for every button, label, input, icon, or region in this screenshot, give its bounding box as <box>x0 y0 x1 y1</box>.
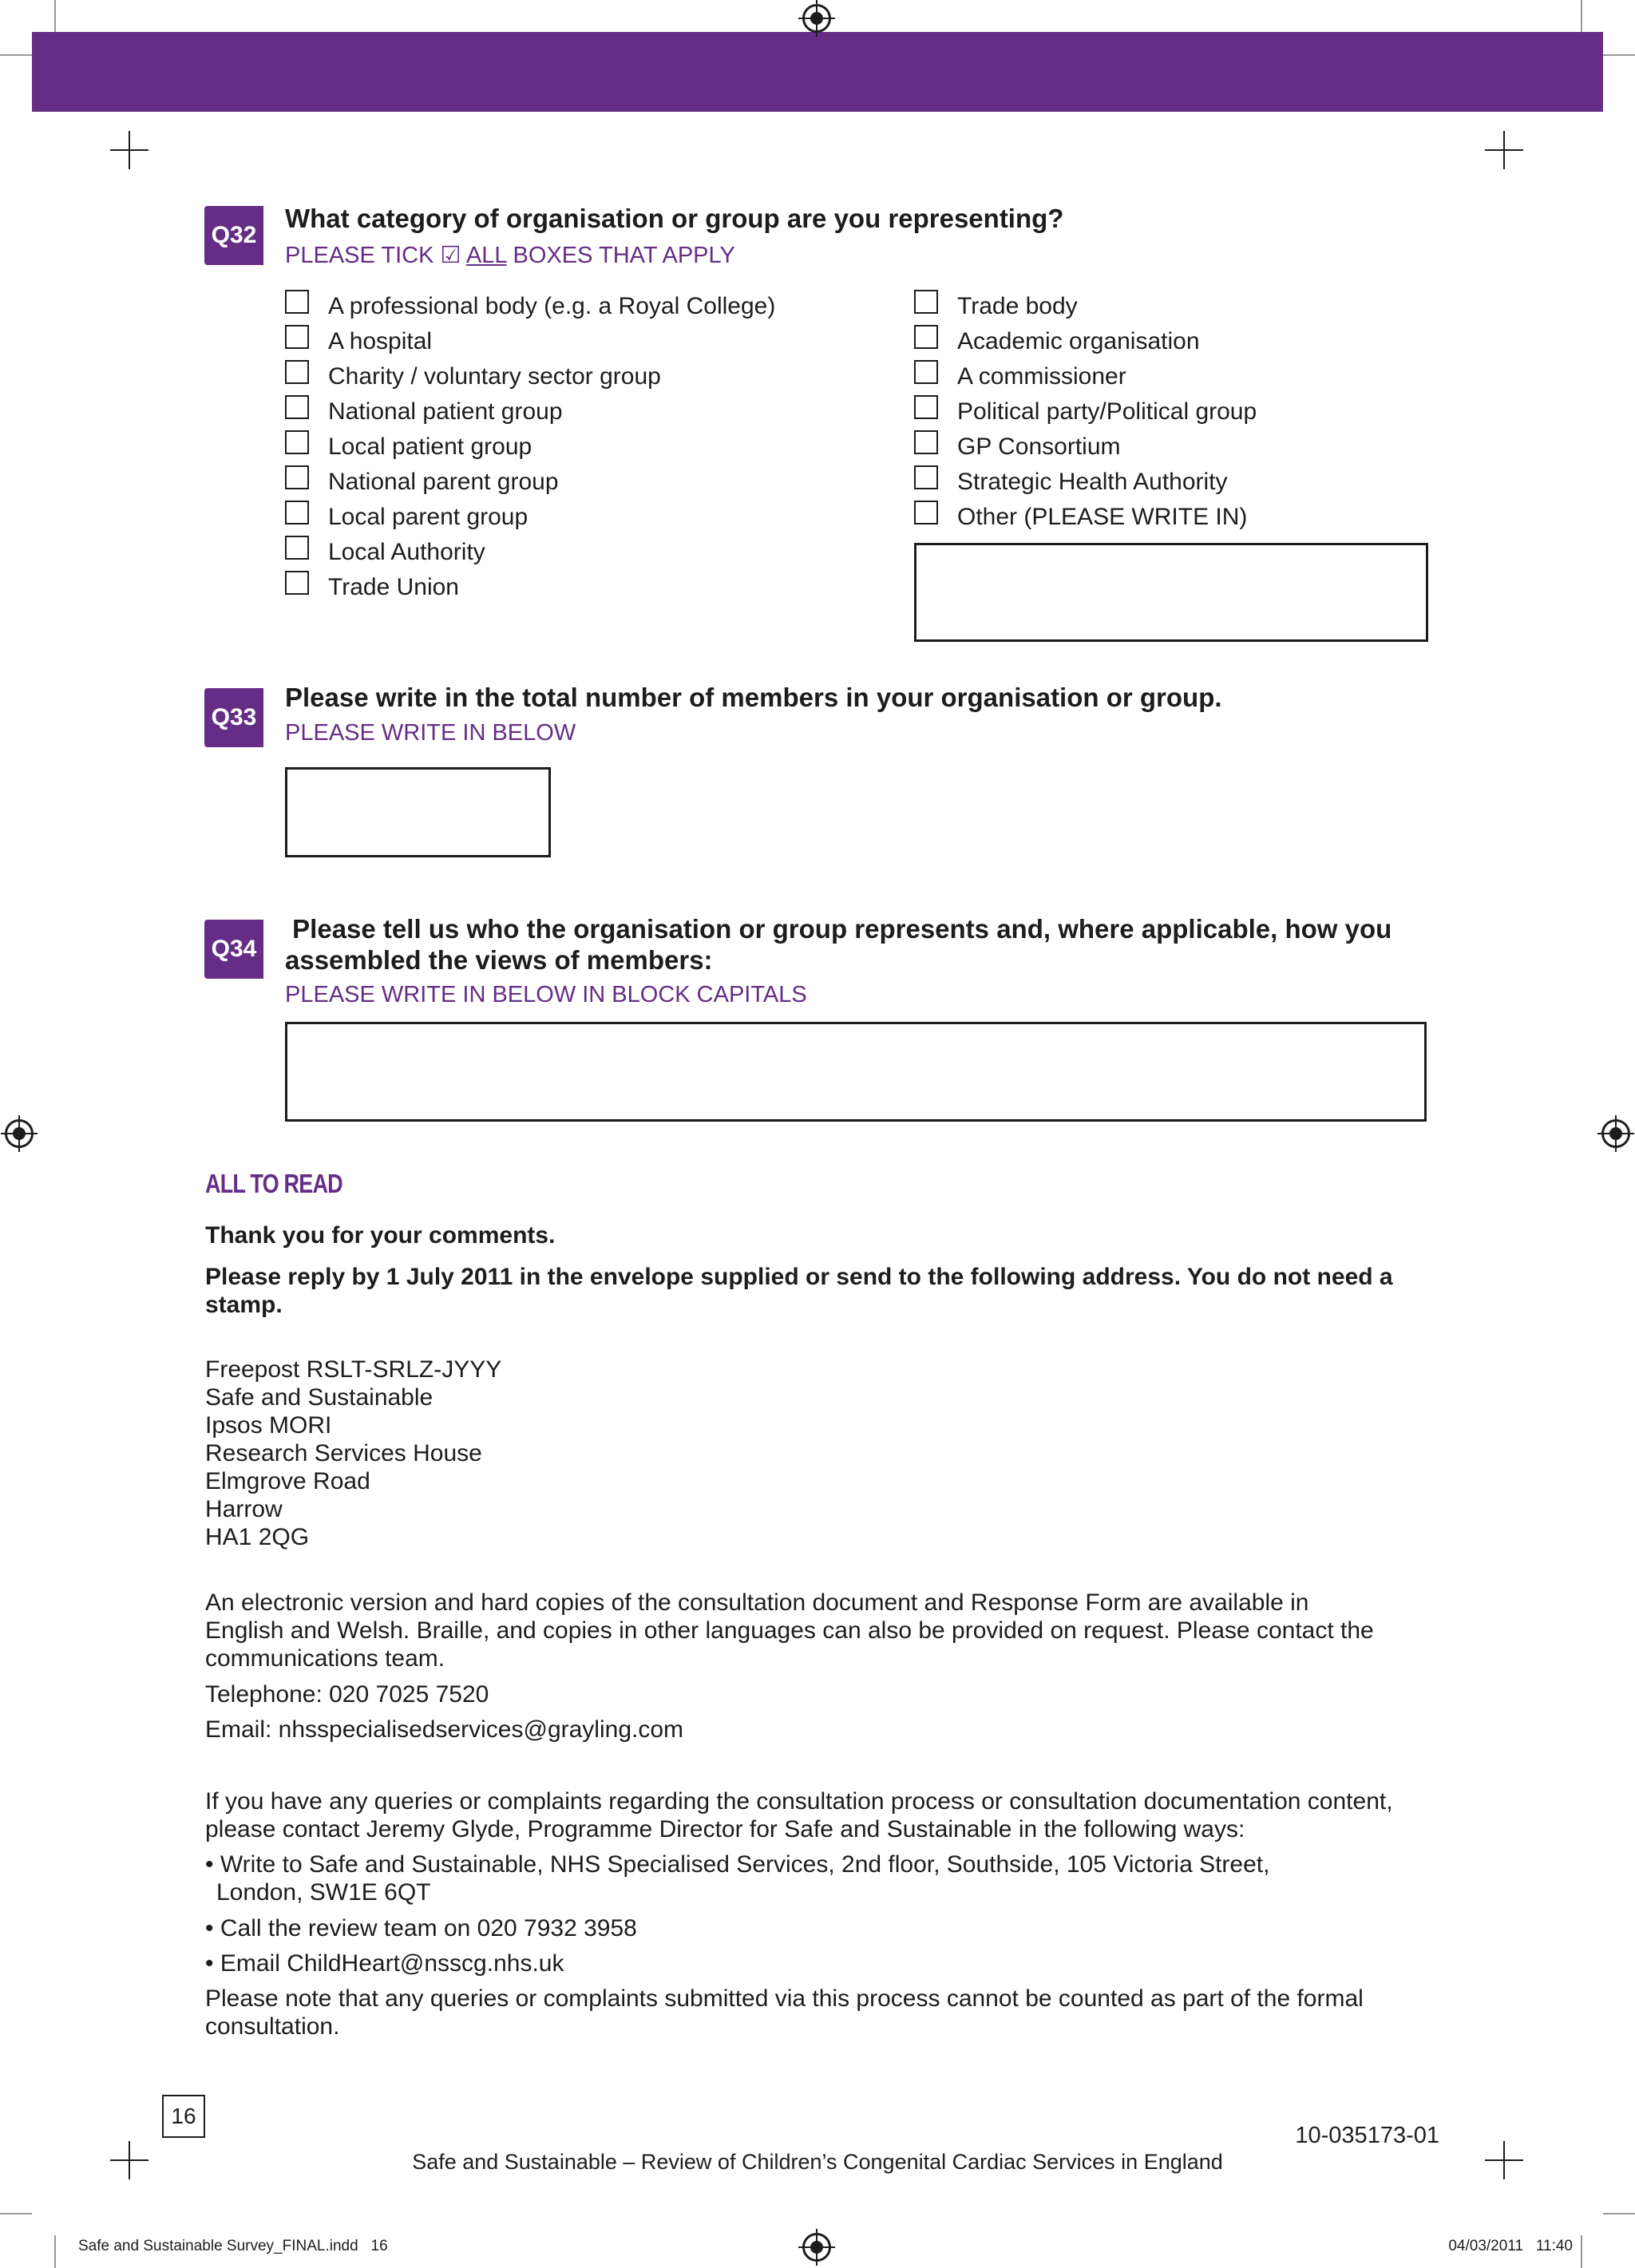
option-label: National patient group <box>328 398 563 425</box>
registration-mark-icon <box>1601 1119 1630 1148</box>
thanks-text: Thank you for your comments. <box>205 1222 556 1249</box>
q32-right-options <box>914 289 1489 535</box>
crop-cross-icon <box>1485 131 1523 169</box>
option-row[interactable] <box>285 359 860 394</box>
trim-mark <box>54 2235 56 2268</box>
option-row[interactable] <box>285 394 860 429</box>
queries-paragraph <box>205 1787 1393 1843</box>
option-row[interactable] <box>285 570 860 605</box>
q33-instruction: PLEASE WRITE IN BELOW <box>285 720 576 746</box>
question-badge-q32: Q32 <box>204 206 263 265</box>
members-count-box[interactable] <box>285 767 551 857</box>
registration-mark-icon <box>5 1119 34 1148</box>
option-row[interactable] <box>914 465 1489 500</box>
checkbox[interactable] <box>285 360 309 384</box>
paragraph-line: please contact Jeremy Glyde, Programme Director for Safe and Sustainable in the following ways: <box>205 1816 1245 1843</box>
option-label: Strategic Health Authority <box>957 469 1228 495</box>
trim-mark <box>0 2213 32 2215</box>
bullet-line: • Write to Safe and Sustainable, NHS Specialised Services, 2nd floor, Southside, 105 Victoria Street, <box>205 1851 1270 1878</box>
registration-mark-icon <box>802 4 831 33</box>
option-label: A professional body (e.g. a Royal College) <box>328 293 776 319</box>
question-badge-q34: Q34 <box>204 920 263 979</box>
address-line: Research Services House <box>205 1440 482 1466</box>
page-number-text: 16 <box>171 2104 196 2128</box>
all-to-read-heading: ALL TO READ <box>205 1169 342 1198</box>
representation-write-in-box[interactable] <box>285 1022 1427 1122</box>
bullet-call: • Call the review team on 020 7932 3958 <box>205 1915 637 1941</box>
option-row[interactable] <box>914 500 1489 535</box>
checkbox[interactable] <box>285 536 309 560</box>
trim-mark <box>54 0 56 32</box>
option-row[interactable] <box>914 394 1489 429</box>
checkbox[interactable] <box>285 290 309 314</box>
address-line: HA1 2QG <box>205 1524 310 1550</box>
address-line: Freepost RSLT-SRLZ-JYYY <box>205 1356 502 1383</box>
bullet-email: • Email ChildHeart@nsscg.nhs.uk <box>205 1950 564 1977</box>
address-line: Elmgrove Road <box>205 1468 370 1494</box>
q34-question <box>285 913 1392 976</box>
trim-mark <box>1581 0 1582 32</box>
checkbox[interactable] <box>914 360 938 384</box>
q34-question-line: assembled the views of members: <box>285 945 713 975</box>
option-label: Trade body <box>957 293 1078 319</box>
checkbox[interactable] <box>914 395 938 419</box>
header-band <box>32 32 1603 112</box>
footer-title: Safe and Sustainable – Review of Children’s Congenital Cardiac Services in England <box>412 2150 1223 2174</box>
q33-question: Please write in the total number of members in your organisation or group. <box>285 683 1222 712</box>
paragraph-line: consultation. <box>205 2013 340 2040</box>
option-label: Local Authority <box>328 539 485 565</box>
question-badge-q33: Q33 <box>204 688 263 747</box>
option-label: Local patient group <box>328 433 532 460</box>
option-row[interactable] <box>285 535 860 570</box>
q32-instruction-suffix: BOXES THAT APPLY <box>506 243 735 268</box>
address-line: Safe and Sustainable <box>205 1384 433 1411</box>
option-row[interactable] <box>285 500 860 535</box>
paragraph-line: communications team. <box>205 1645 445 1672</box>
option-label: Political party/Political group <box>957 398 1257 425</box>
registration-mark-icon <box>802 2233 831 2262</box>
email-line: Email: nhsspecialisedservices@grayling.com <box>205 1716 684 1743</box>
reply-line: stamp. <box>205 1292 283 1318</box>
checkbox[interactable] <box>285 325 309 349</box>
q32-left-options <box>285 289 860 605</box>
option-label: Other (PLEASE WRITE IN) <box>957 504 1248 530</box>
other-write-in-box[interactable] <box>914 543 1428 642</box>
option-label: A hospital <box>328 328 433 354</box>
paragraph-line: Please note that any queries or complaints submitted via this process cannot be counted as part of the formal <box>205 1985 1364 2012</box>
q32-instruction-prefix: PLEASE TICK ☑ <box>285 243 466 268</box>
option-row[interactable] <box>285 465 860 500</box>
checkbox[interactable] <box>285 571 309 595</box>
option-label: Trade Union <box>328 574 459 600</box>
trim-mark <box>1581 2235 1582 2268</box>
option-row[interactable] <box>914 289 1489 324</box>
checkbox[interactable] <box>285 430 309 454</box>
checkbox[interactable] <box>285 501 309 524</box>
option-row[interactable] <box>914 429 1489 465</box>
q32-instruction <box>285 241 735 269</box>
bullet-line: London, SW1E 6QT <box>216 1879 431 1906</box>
reply-line: Please reply by 1 July 2011 in the envelope supplied or send to the following address. You do not need a <box>205 1264 1393 1290</box>
postal-address <box>205 1356 501 1551</box>
slug-filename: Safe and Sustainable Survey_FINAL.indd 16 <box>78 2238 388 2254</box>
option-label: GP Consortium <box>957 433 1121 460</box>
address-line: Harrow <box>205 1496 283 1522</box>
option-label: Local parent group <box>328 504 529 530</box>
reference-code: 10-035173-01 <box>1295 2123 1439 2148</box>
checkbox[interactable] <box>914 465 938 489</box>
telephone-line: Telephone: 020 7025 7520 <box>205 1681 489 1708</box>
reply-instructions <box>205 1263 1393 1319</box>
paragraph-line: If you have any queries or complaints regarding the consultation process or consultation documentation content, <box>205 1788 1393 1815</box>
option-row[interactable] <box>914 324 1489 359</box>
option-label: National parent group <box>328 469 559 495</box>
option-row[interactable] <box>285 324 860 359</box>
page-number <box>162 2095 205 2138</box>
checkbox[interactable] <box>914 325 938 349</box>
trim-mark <box>1603 54 1635 56</box>
option-row[interactable] <box>285 289 860 324</box>
paragraph-line: An electronic version and hard copies of the consultation document and Response Form are available in <box>205 1589 1309 1616</box>
checkbox[interactable] <box>914 290 938 314</box>
q34-question-line: Please tell us who the organisation or group represents and, where applicable, how you <box>285 914 1392 944</box>
electronic-version-paragraph <box>205 1589 1374 1672</box>
address-line: Ipsos MORI <box>205 1412 332 1439</box>
note-paragraph <box>205 1985 1364 2040</box>
option-row[interactable] <box>285 429 860 465</box>
q32-question: What category of organisation or group are you representing? <box>285 204 1064 233</box>
paragraph-line: English and Welsh. Braille, and copies in other languages can also be provided on request. Please contact the <box>205 1617 1374 1644</box>
bullet-write <box>205 1850 1269 1906</box>
option-label: Academic organisation <box>957 328 1200 354</box>
q34-instruction: PLEASE WRITE IN BELOW IN BLOCK CAPITALS <box>285 982 807 1007</box>
checkbox[interactable] <box>914 501 938 524</box>
checkbox[interactable] <box>285 465 309 489</box>
trim-mark <box>0 54 32 56</box>
crop-cross-icon <box>110 131 148 169</box>
option-label: A commissioner <box>957 363 1126 390</box>
q32-instruction-all: ALL <box>465 243 507 268</box>
option-row[interactable] <box>914 359 1489 394</box>
checkbox[interactable] <box>914 430 938 454</box>
checkbox[interactable] <box>285 395 309 419</box>
slug-timestamp: 04/03/2011 11:40 <box>1448 2238 1573 2254</box>
trim-mark <box>1603 2213 1635 2215</box>
option-label: Charity / voluntary sector group <box>328 363 661 390</box>
